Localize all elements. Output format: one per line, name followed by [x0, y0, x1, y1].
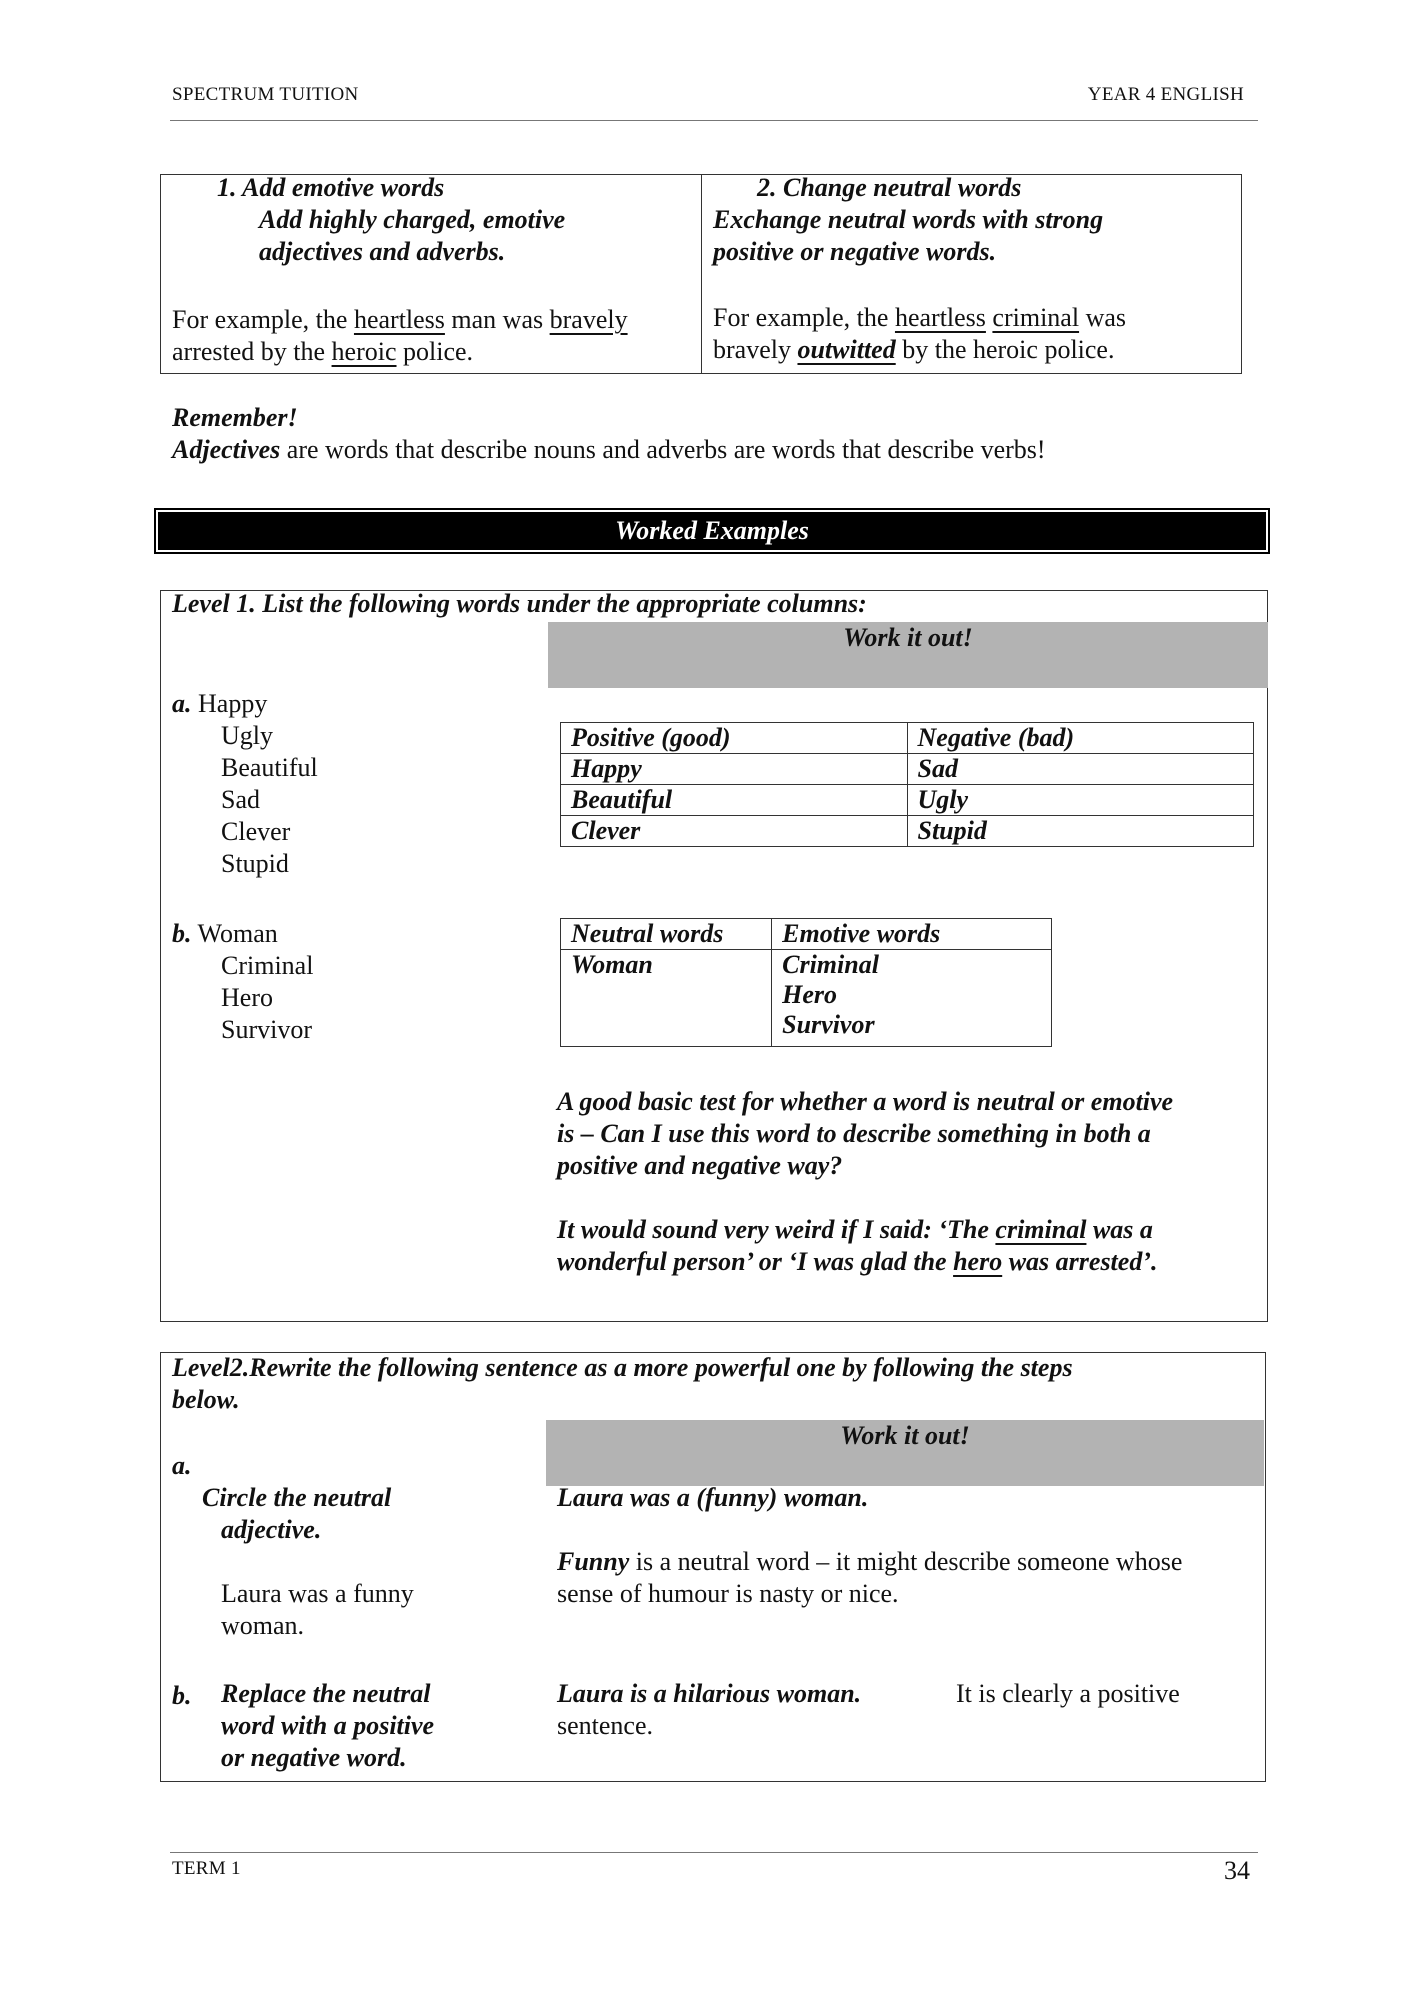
level2-b-answer: Laura is a hilarious woman. [557, 1679, 862, 1708]
techniques-divider [701, 174, 702, 374]
positive-negative-table [560, 722, 1254, 847]
word-item: Beautiful [221, 753, 318, 782]
word-item: Stupid [221, 849, 289, 878]
table-cell: Happy [561, 754, 908, 785]
table-cell: Ugly [907, 785, 1254, 816]
emotive-word: Criminal [782, 950, 879, 979]
level2-b-explanation-line1: It is clearly a positive [956, 1679, 1180, 1708]
table-row [561, 754, 1254, 785]
table-cell: Woman [561, 950, 772, 1047]
table-header: Emotive words [772, 919, 1052, 950]
table-row [561, 816, 1254, 847]
technique-2-title: 2. Change neutral words [757, 173, 1022, 202]
table-cell: Stupid [907, 816, 1254, 847]
level2-b-instruction-line1: Replace the neutral [221, 1679, 431, 1708]
word-item: Ugly [221, 721, 273, 750]
table-header: Negative (bad) [907, 723, 1254, 754]
technique-2-example-line1: For example, the heartless criminal was [713, 303, 1126, 332]
level2-a-sentence-line2: woman. [221, 1611, 305, 1640]
footer-term: TERM 1 [172, 1858, 241, 1879]
emotive-word: Survivor [782, 1010, 875, 1039]
neutral-emotive-table [560, 918, 1052, 1047]
level2-b-label: b. [172, 1681, 192, 1710]
level1-title: Level 1. List the following words under the appropriate columns: [172, 589, 867, 618]
technique-2-desc-line2: positive or negative words. [713, 237, 997, 266]
technique-1-desc-line1: Add highly charged, emotive [259, 205, 566, 234]
header-left: SPECTRUM TUITION [172, 84, 359, 105]
technique-2-example-line2: bravely outwitted by the heroic police. [713, 335, 1115, 364]
word-item: Hero [221, 983, 273, 1012]
table-header-row [561, 919, 1052, 950]
header-rule [170, 120, 1258, 121]
table-cell: Clever [561, 816, 908, 847]
quote-line1: It would sound very weird if I said: ‘The criminal was a [557, 1215, 1153, 1244]
header-right: YEAR 4 ENGLISH [1087, 84, 1244, 105]
level2-a-sentence-line1: Laura was a funny [221, 1579, 414, 1608]
level1-b-item: b. Woman [172, 919, 278, 948]
table-cell: Sad [907, 754, 1254, 785]
level1-b-word-list [221, 950, 313, 1046]
table-row [561, 950, 1052, 1047]
technique-1-example-line2: arrested by the heroic police. [172, 337, 474, 366]
worked-examples-banner: Worked Examples [158, 512, 1266, 550]
emotive-word: Hero [782, 980, 838, 1009]
level2-a-instruction-line1: Circle the neutral [202, 1483, 392, 1512]
level2-b-explanation-line2: sentence. [557, 1711, 654, 1740]
table-cell [772, 950, 1052, 1047]
tip-line1: A good basic test for whether a word is neutral or emotive [557, 1087, 1174, 1116]
tip-line2: is – Can I use this word to describe something in both a [557, 1119, 1151, 1148]
technique-1-title: 1. Add emotive words [217, 173, 445, 202]
technique-1-desc-line2: adjectives and adverbs. [259, 237, 506, 266]
word-item: Survivor [221, 1015, 312, 1044]
table-header-row [561, 723, 1254, 754]
level1-a-word-list [221, 720, 318, 880]
table-cell: Beautiful [561, 785, 908, 816]
level2-a-answer: Laura was a (funny) woman. [557, 1483, 869, 1512]
level2-a-explanation-line2: sense of humour is nasty or nice. [557, 1579, 899, 1608]
word-item: Clever [221, 817, 291, 846]
word-item: Criminal [221, 951, 314, 980]
table-header: Positive (good) [561, 723, 908, 754]
level2-title-line2: below. [172, 1385, 240, 1414]
level2-b-instruction-line3: or negative word. [221, 1743, 407, 1772]
footer-rule [170, 1852, 1258, 1853]
remember-title: Remember! [172, 403, 298, 432]
level1-work-it-out: Work it out! [843, 623, 973, 652]
level2-title-line1: Level2.Rewrite the following sentence as a more powerful one by following the steps [172, 1353, 1073, 1382]
quote-line2: wonderful person’ or ‘I was glad the hero was arrested’. [557, 1247, 1158, 1276]
level1-a-item: a. Happy [172, 689, 268, 718]
level2-a-label: a. [172, 1451, 192, 1480]
remember-text: Adjectives are words that describe nouns and adverbs are words that describe verbs! [172, 435, 1046, 464]
technique-2-desc-line1: Exchange neutral words with strong [713, 205, 1104, 234]
table-header: Neutral words [561, 919, 772, 950]
tip-line3: positive and negative way? [557, 1151, 843, 1180]
level2-a-instruction-line2: adjective. [221, 1515, 322, 1544]
technique-1-example-line1: For example, the heartless man was bravely [172, 305, 628, 334]
level2-a-explanation-line1: Funny is a neutral word – it might describe someone whose [557, 1547, 1183, 1576]
level2-work-it-out: Work it out! [840, 1421, 970, 1450]
page-number: 34 [1224, 1856, 1250, 1885]
level2-b-instruction-line2: word with a positive [221, 1711, 435, 1740]
table-row [561, 785, 1254, 816]
word-item: Sad [221, 785, 260, 814]
